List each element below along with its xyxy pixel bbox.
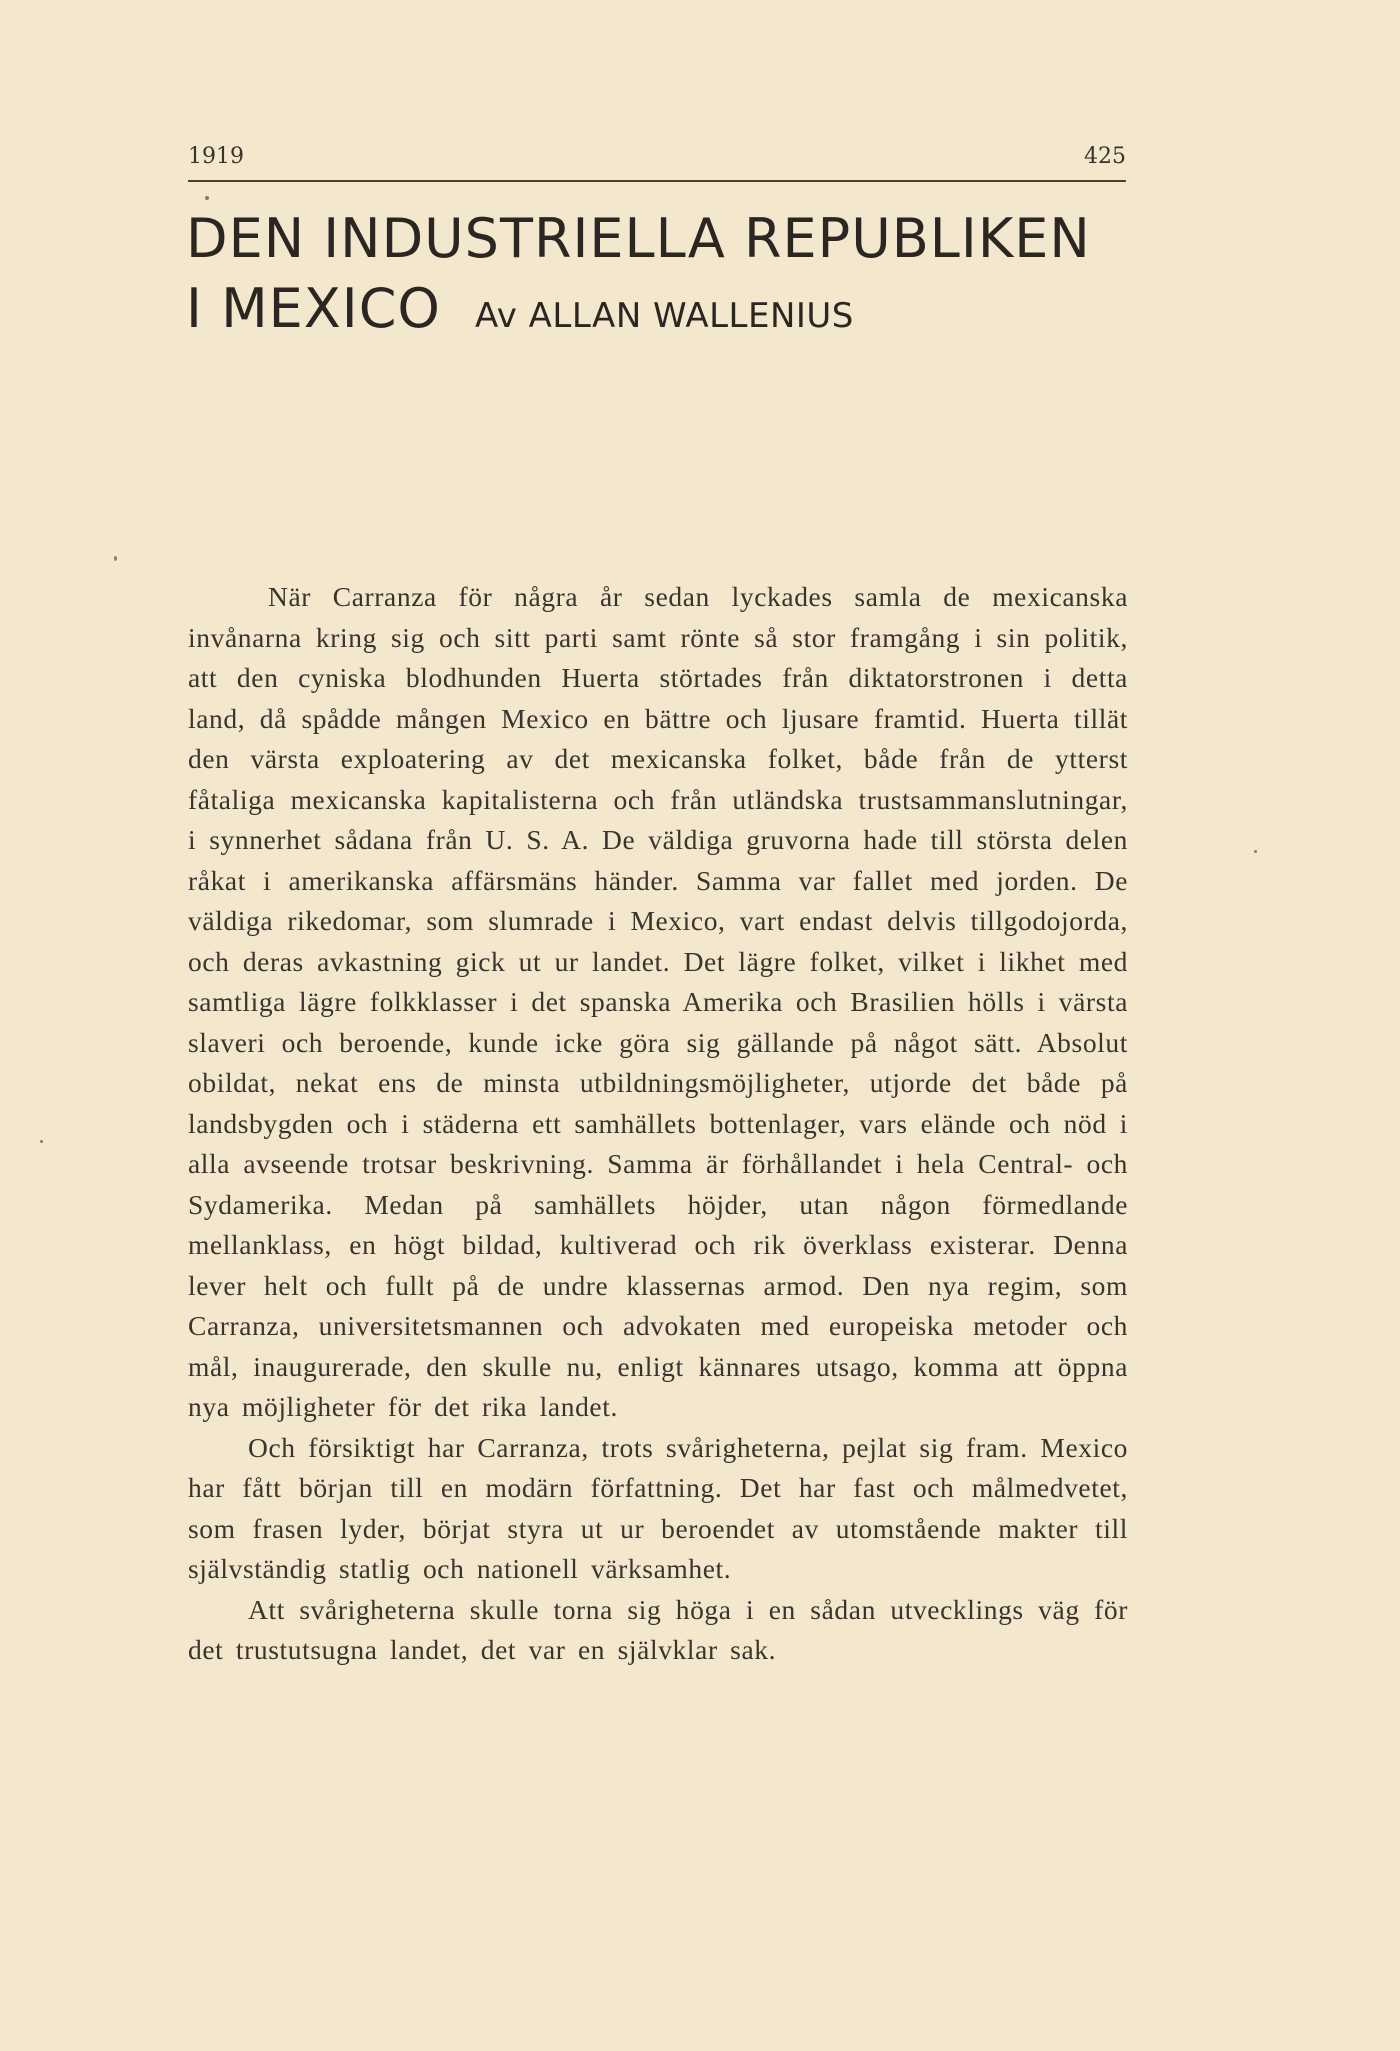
paper-speck <box>114 556 117 561</box>
header-year: 1919 <box>188 144 244 169</box>
paper-speck <box>40 1140 43 1143</box>
paragraph-1: När Carranza för några år sedan lyckades samla de mexicanska invånarna kring sig och sitt parti samt rönte så stor framgång i sin politik, att den cyniska blodhunden Huerta störtades från diktatorstronen i detta land, då spådde mången Mexico en bättre och ljusare framtid. Huerta tillät den värsta exploatering av det mexicanska folket, både från de ytterst fåtaliga mexicanska kapitalisterna och från utländska trustsammanslutningar, i synnerhet sådana från U. S. A. De väldiga gruvorna hade till största delen råkat i amerikanska affärsmäns händer. Samma var fallet med jorden. De väldiga rikedomar, som slumrade i Mexico, vart endast delvis tillgodojorda, och deras avkastning gick ut ur landet. Det lägre folket, vilket i likhet med samtliga lägre folkklasser i det spanska Amerika och Brasilien hölls i värsta slaveri och beroende, kunde icke göra sig gällande på något sätt. Absolut obildat, nekat ens de minsta utbildningsmöjligheter, utjorde det både på landsbygden och i städerna ett samhällets bottenlager, vars elände och nöd i alla avseende trotsar beskrivning. Samma är förhållandet i hela Central- och Sydamerika. Medan på samhällets höjder, utan någon förmedlande mellanklass, en högt bildad, kultiverad och rik överklass existerar. Denna lever helt och fullt på de undre klassernas armod. Den nya regim, som Carranza, universitetsmannen och advokaten med europeiska metoder och mål, inaugurerade, den skulle nu, enligt kännares utsago, komma att öppna nya möjligheter för det rika landet. <box>188 581 1128 1422</box>
byline: Av ALLAN WALLENIUS <box>474 296 854 336</box>
article-body <box>188 577 1128 1671</box>
paragraph-3: Att svårigheterna skulle torna sig höga i en sådan utvecklings väg för det trustutsugna landet, det var en självklar sak. <box>188 1593 1128 1665</box>
paper-speck <box>1254 850 1257 853</box>
title-line-2: I MEXICO <box>186 277 441 340</box>
paper-speck <box>205 196 209 200</box>
running-header <box>188 142 1126 182</box>
page-number: 425 <box>1084 144 1126 169</box>
title-line-2-row <box>186 277 1146 340</box>
paragraph-2: Och försiktigt har Carranza, trots svårigheterna, pejlat sig fram. Mexico har fått början till en modärn författning. Det har fast och målmedvetet, som frasen lyder, börjat styra ut ur beroendet av utomstående makter till självständig statlig och nationell värksamhet. <box>188 1431 1128 1584</box>
title-line-1: DEN INDUSTRIELLA REPUBLIKEN <box>186 207 1091 270</box>
article-title <box>186 207 1146 340</box>
